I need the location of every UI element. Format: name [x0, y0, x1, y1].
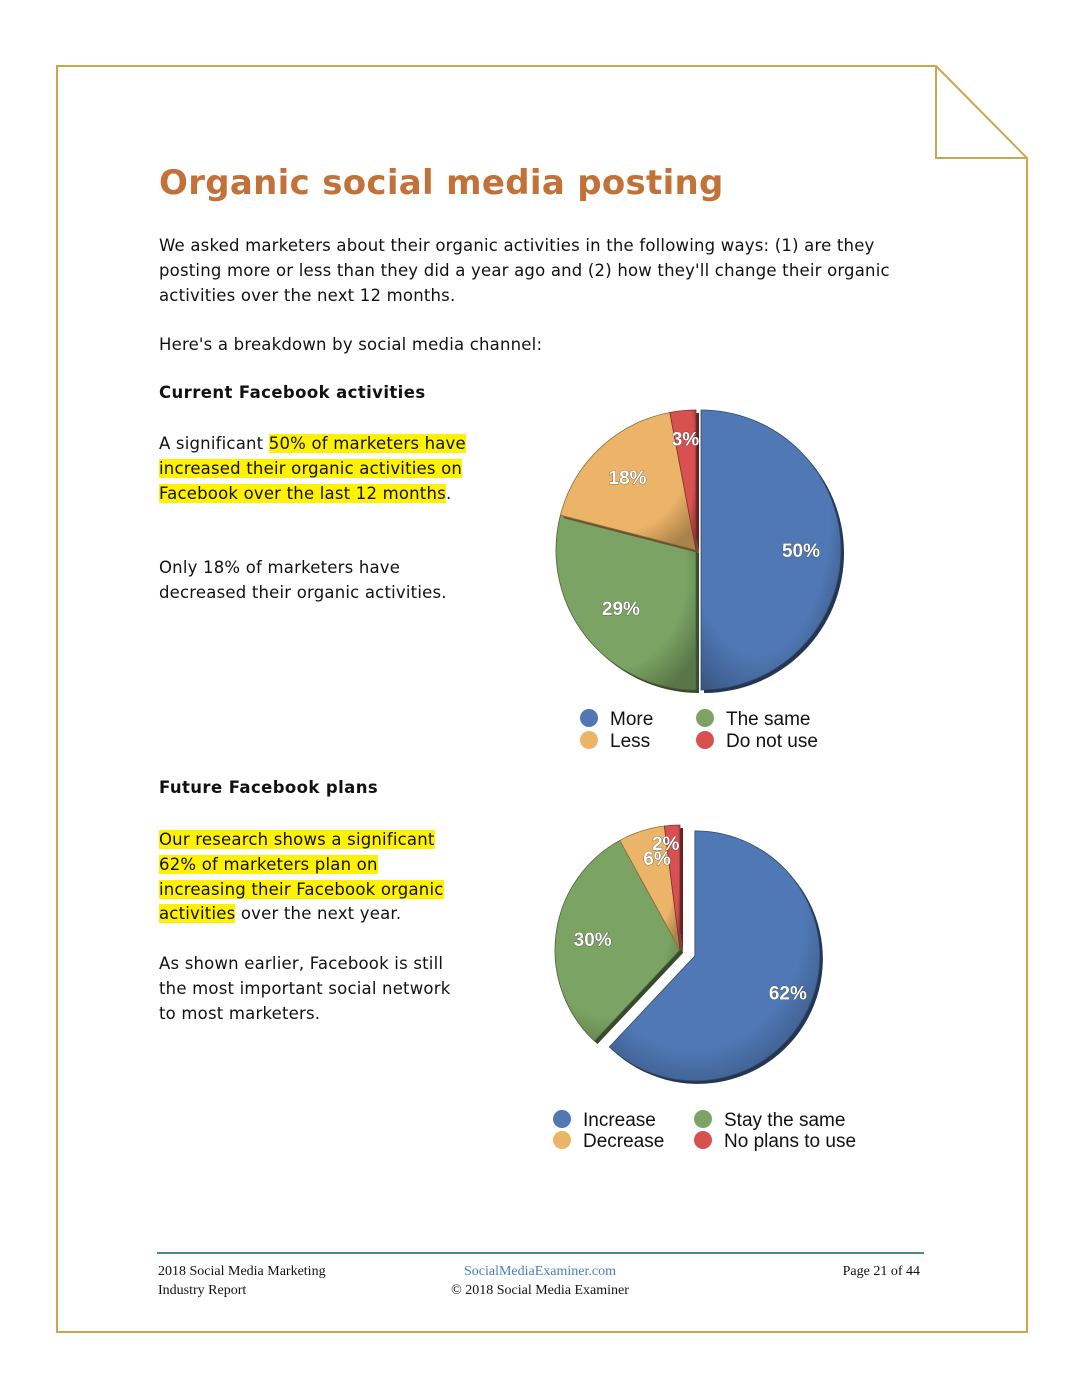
footer-website-link[interactable]: SocialMediaExaminer.com [463, 1264, 616, 1279]
pie-data-label: 2% [651, 833, 680, 855]
intro-paragraph: We asked marketers about their organic activities in the following ways: (1) are they posting more or less than they did a year ago and (2) how they'll change their organic activities over the next 12 months. [159, 236, 890, 305]
pie-data-label: 50% [781, 541, 821, 562]
section-heading-future: Future Facebook plans [159, 778, 379, 797]
legend-label: Decrease [583, 1131, 665, 1152]
current-paragraph-1-lead: A significant [159, 434, 269, 453]
legend-item-do-not-use [696, 731, 818, 753]
legend-item-the-same [696, 709, 810, 731]
current-paragraph-2: Only 18% of marketers have decreased their organic activities. [159, 558, 447, 602]
current-paragraph-1-end: . [445, 483, 452, 503]
legend-swatch-orange [553, 1131, 571, 1149]
legend-item-decrease [553, 1131, 664, 1153]
future-paragraph-2: As shown earlier, Facebook is still the most important social network to most marketers. [159, 954, 451, 1023]
legend-label: Less [610, 731, 651, 752]
legend-label: The same [726, 709, 811, 730]
current-highlight: 50% of marketers have increased their organic activities on Facebook over the last 12 months [159, 434, 466, 503]
legend-swatch-red [694, 1131, 712, 1149]
legend-label: Stay the same [724, 1110, 846, 1131]
legend-item-less [580, 731, 650, 753]
current-paragraph-1 [159, 432, 469, 506]
legend-swatch-green [694, 1110, 712, 1128]
pie-data-label: 29% [601, 599, 640, 621]
legend-label: Do not use [726, 731, 818, 752]
legend-label: No plans to use [724, 1131, 857, 1152]
footer-report-line-2: Industry Report [158, 1283, 247, 1298]
pie-data-label: 18% [608, 468, 647, 490]
legend-item-more [580, 709, 653, 731]
footer-center [420, 1262, 660, 1300]
future-chart-legend [553, 1110, 883, 1160]
legend-label: Increase [583, 1110, 656, 1131]
page-title: Organic social media posting [159, 163, 724, 203]
breakdown-text: Here's a breakdown by social media channel: [159, 335, 543, 354]
legend-item-no-plans [694, 1131, 856, 1153]
section-heading-current: Current Facebook activities [159, 383, 426, 402]
current-chart-legend [580, 709, 880, 759]
legend-item-stay-the-same [694, 1110, 845, 1132]
footer-page-number: Page 21 of 44 [842, 1264, 920, 1279]
future-paragraph-1-end: over the next year. [235, 904, 402, 924]
footer-copyright: © 2018 Social Media Examiner [451, 1283, 629, 1298]
current-facebook-pie-chart [530, 395, 880, 705]
future-highlight: Our research shows a significant 62% of marketers plan on increasing their Facebook organic activities [159, 830, 444, 924]
legend-item-increase [553, 1110, 656, 1132]
legend-label: More [610, 709, 654, 730]
pie-data-label: 3% [671, 429, 700, 451]
legend-swatch-orange [580, 731, 598, 749]
pie-data-label: 30% [573, 929, 612, 951]
footer-left [158, 1262, 326, 1300]
future-paragraph-1 [159, 828, 459, 927]
legend-swatch-green [696, 709, 714, 727]
legend-swatch-blue [580, 709, 598, 727]
pie-data-label: 6% [643, 848, 671, 870]
future-facebook-pie-chart [530, 815, 880, 1110]
footer-report-line-1: 2018 Social Media Marketing [158, 1264, 326, 1279]
legend-swatch-blue [553, 1110, 571, 1128]
pie-data-label: 62% [768, 983, 807, 1005]
legend-swatch-red [696, 731, 714, 749]
